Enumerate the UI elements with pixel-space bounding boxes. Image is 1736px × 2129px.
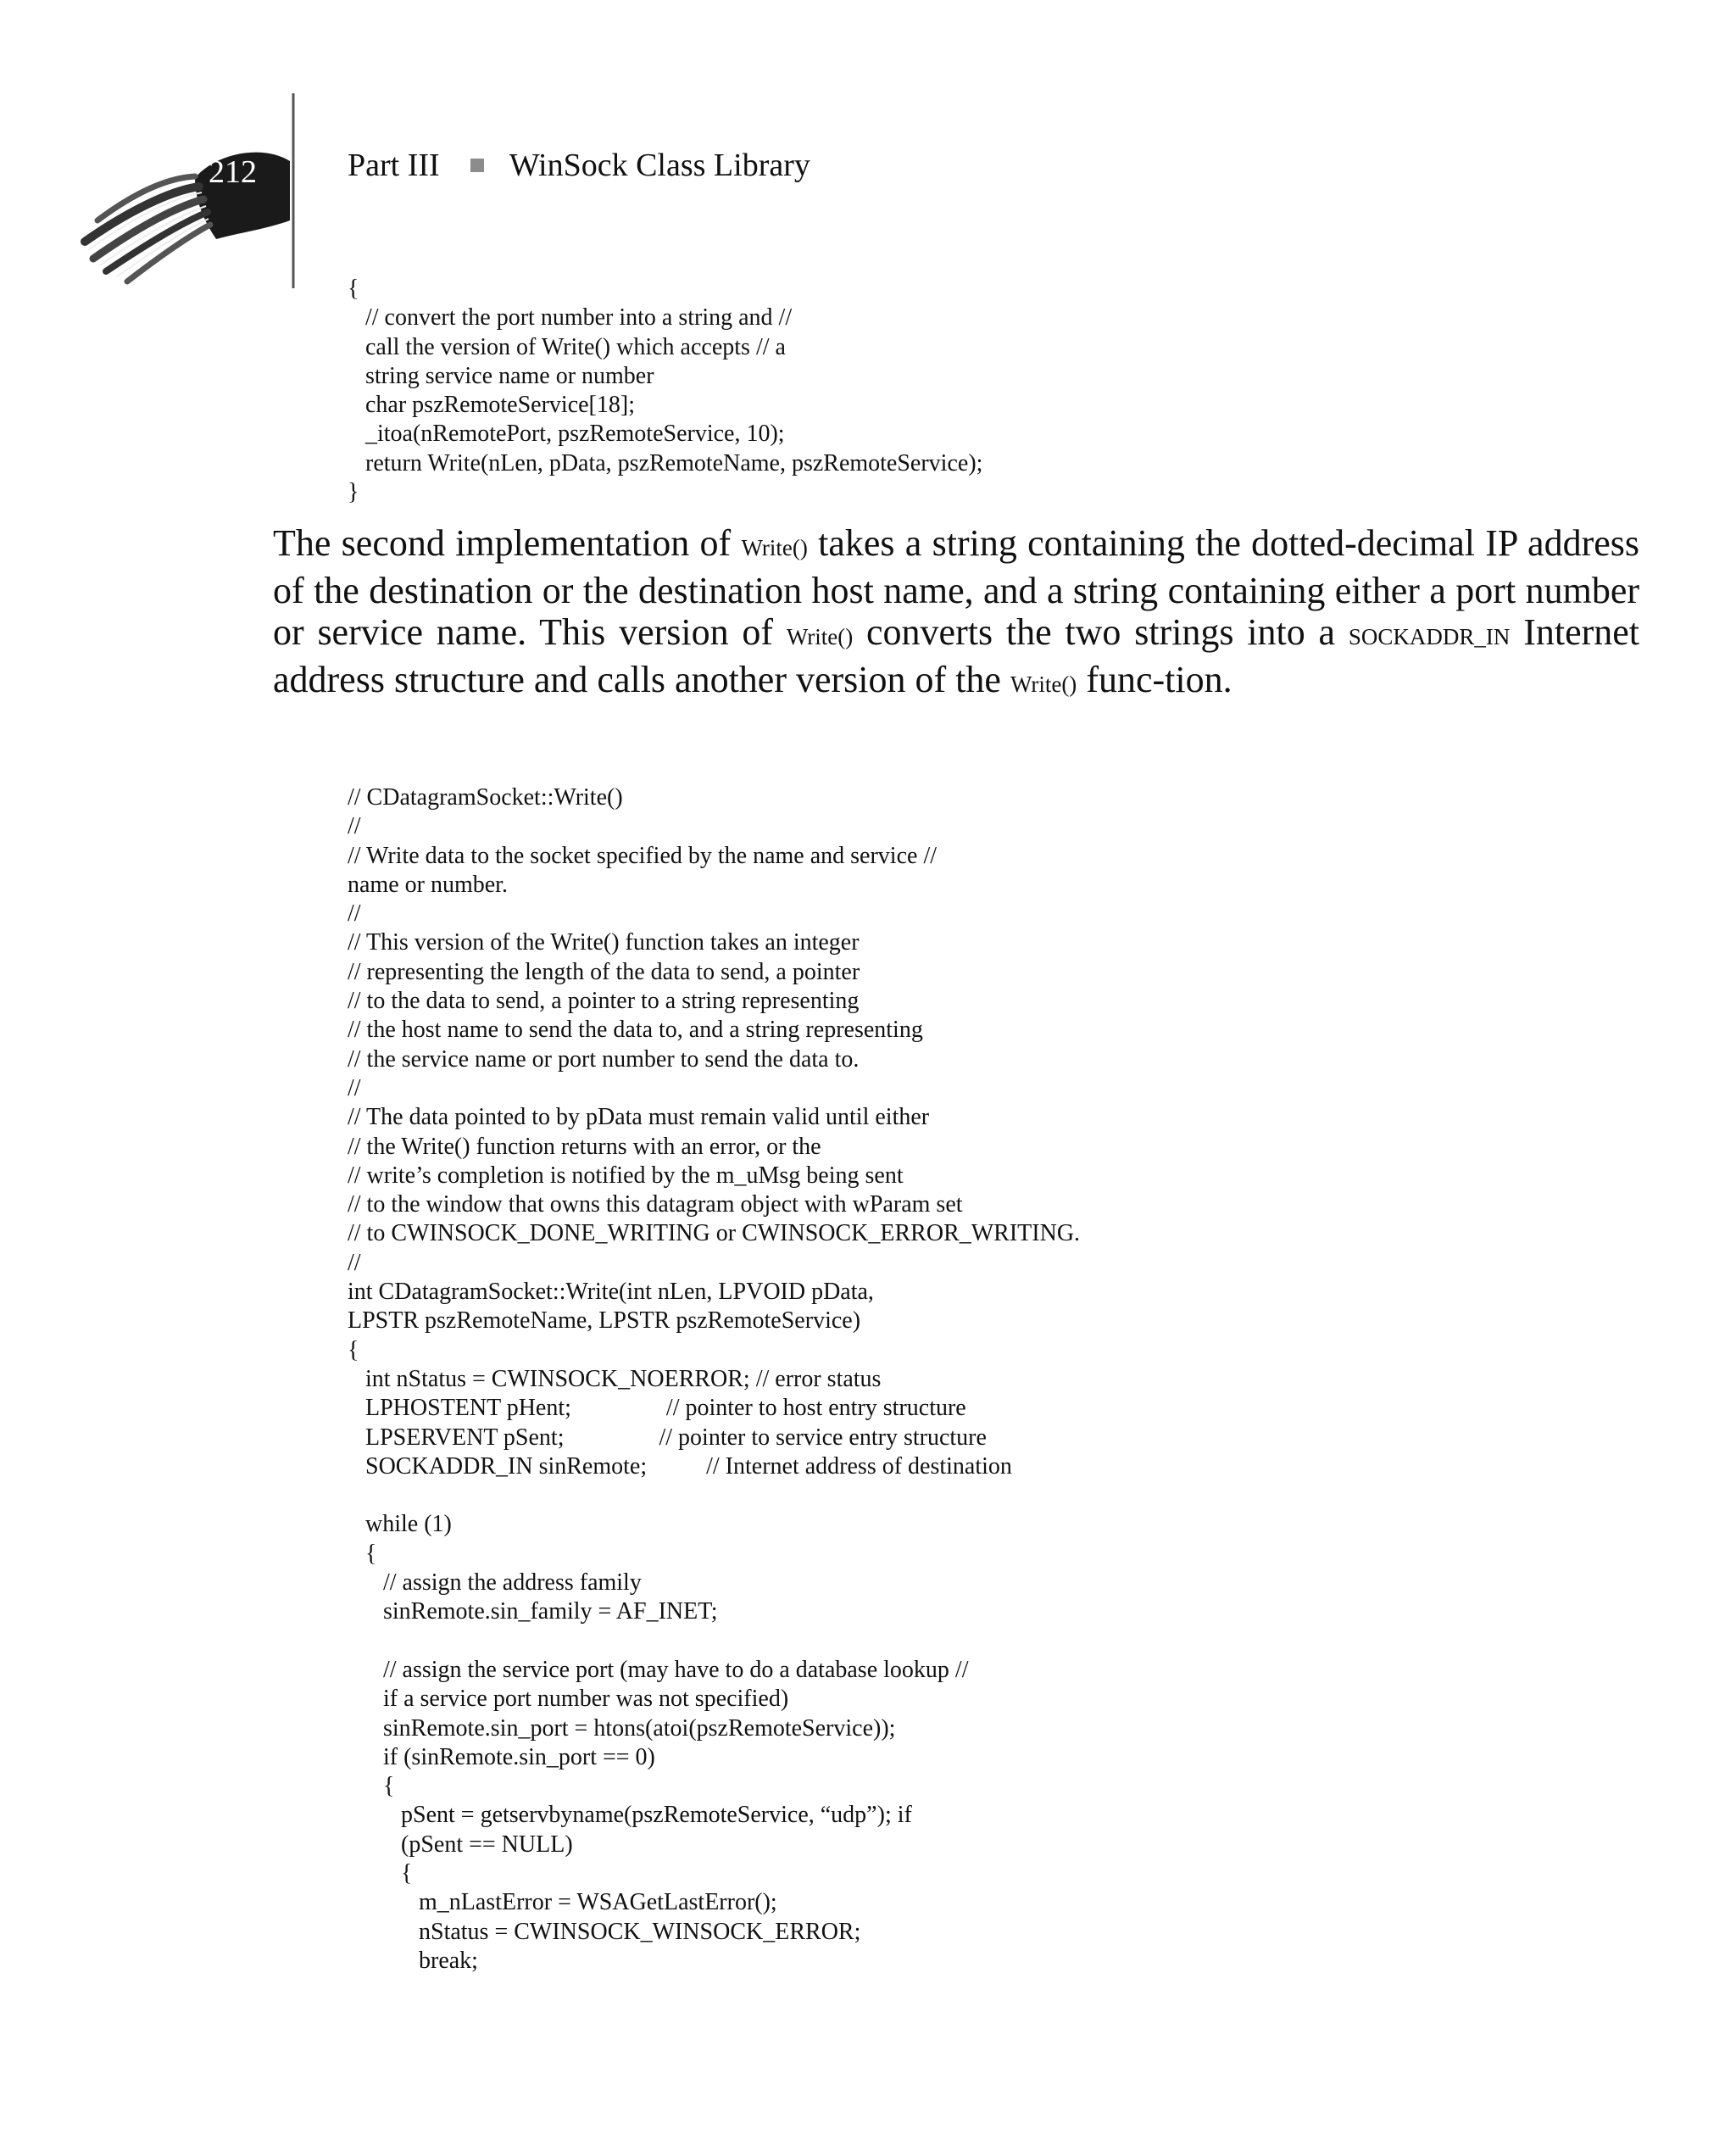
code-line: sinRemote.sin_port = htons(atoi(pszRemoteService)); [348, 1714, 896, 1742]
code-line: call the version of Write() which accepts // a [348, 333, 786, 360]
body-paragraph: The second implementation of Write() takes a string containing the dotted-decimal IP address of the destination or the destination host name, and a string containing either a port number or service name. This version of Write() converts the two strings into a SOCKADDR_IN Internet address structure and calls another version of the Write() func-tion. [273, 522, 1640, 700]
code-line: // Write data to the socket specified by the name and service // [348, 842, 937, 869]
code-line: // [348, 900, 361, 928]
code-line: LPSTR pszRemoteName, LPSTR pszRemoteService) [348, 1307, 861, 1335]
running-head [348, 149, 810, 181]
code-line: int nStatus = CWINSOCK_NOERROR; // error status [348, 1365, 882, 1392]
code-line: LPHOSTENT pHent; // pointer to host entry structure [348, 1395, 966, 1422]
inline-code: Write() [741, 535, 808, 560]
code-line: // [348, 1074, 361, 1101]
code-line: // assign the service port (may have to do a database lookup // [348, 1656, 969, 1683]
code-line: // representing the length of the data to send, a pointer [348, 958, 860, 985]
code-line: while (1) [348, 1511, 452, 1538]
page-tab-hand-icon [68, 93, 322, 297]
code-line: // CDatagramSocket::Write() [348, 784, 623, 811]
code-line: return Write(nLen, pData, pszRemoteName, pszRemoteService); [348, 449, 983, 477]
code-line: if a service port number was not specified) [348, 1686, 789, 1713]
code-line: break; [348, 1947, 478, 1974]
page-number: 212 [209, 154, 257, 190]
code-line: { [348, 276, 359, 302]
code-line: SOCKADDR_IN sinRemote; // Internet address of destination [348, 1452, 1012, 1480]
code-line: (pSent == NULL) [348, 1831, 573, 1858]
inline-code: Write() [1010, 671, 1077, 697]
square-bullet-icon [470, 159, 484, 172]
code-line: nStatus = CWINSOCK_WINSOCK_ERROR; [348, 1918, 861, 1945]
code-line: pSent = getservbyname(pszRemoteService, “udp”); if [348, 1802, 912, 1829]
code-line: if (sinRemote.sin_port == 0) [348, 1743, 655, 1770]
code-line: // assign the address family [348, 1569, 642, 1597]
code-line: { [348, 1540, 377, 1567]
code-line: { [348, 1859, 413, 1887]
code-line: m_nLastError = WSAGetLastError(); [348, 1889, 777, 1916]
code-line: // write’s completion is notified by the m_uMsg being sent [348, 1162, 904, 1189]
code-listing-2 [348, 783, 1080, 1976]
code-listing-1 [348, 275, 982, 507]
code-line: { [348, 1336, 359, 1363]
code-line: // the service name or port number to send the data to. [348, 1045, 860, 1073]
code-line: // to CWINSOCK_DONE_WRITING or CWINSOCK_ERROR_WRITING. [348, 1220, 1081, 1247]
code-line: // The data pointed to by pData must remain valid until either [348, 1104, 930, 1131]
section-title: WinSock Class Library [509, 148, 810, 183]
code-line: LPSERVENT pSent; // pointer to service entry structure [348, 1424, 987, 1451]
code-line: // to the data to send, a pointer to a string representing [348, 988, 860, 1015]
code-line: _itoa(nRemotePort, pszRemoteService, 10); [348, 421, 785, 448]
code-line: int CDatagramSocket::Write(int nLen, LPVOID pData, [348, 1279, 874, 1306]
code-line: // to the window that owns this datagram object with wParam set [348, 1191, 963, 1218]
code-line: string service name or number [348, 362, 654, 389]
inline-code: Write() [786, 624, 854, 649]
code-line: // [348, 1249, 361, 1276]
code-line: // the Write() function returns with an error, or the [348, 1133, 821, 1160]
code-line: } [348, 479, 359, 506]
code-line: sinRemote.sin_family = AF_INET; [348, 1598, 718, 1625]
code-line: // [348, 813, 361, 840]
code-line: // the host name to send the data to, and a string representing [348, 1017, 923, 1044]
part-label: Part III [348, 148, 440, 183]
inline-code: SOCKADDR_IN [1348, 624, 1511, 649]
code-line: // This version of the Write() function takes an integer [348, 929, 860, 956]
code-line: name or number. [348, 871, 508, 898]
code-line: { [348, 1773, 395, 1800]
code-line: char pszRemoteService[18]; [348, 392, 635, 419]
code-line: // convert the port number into a string and // [348, 304, 793, 332]
